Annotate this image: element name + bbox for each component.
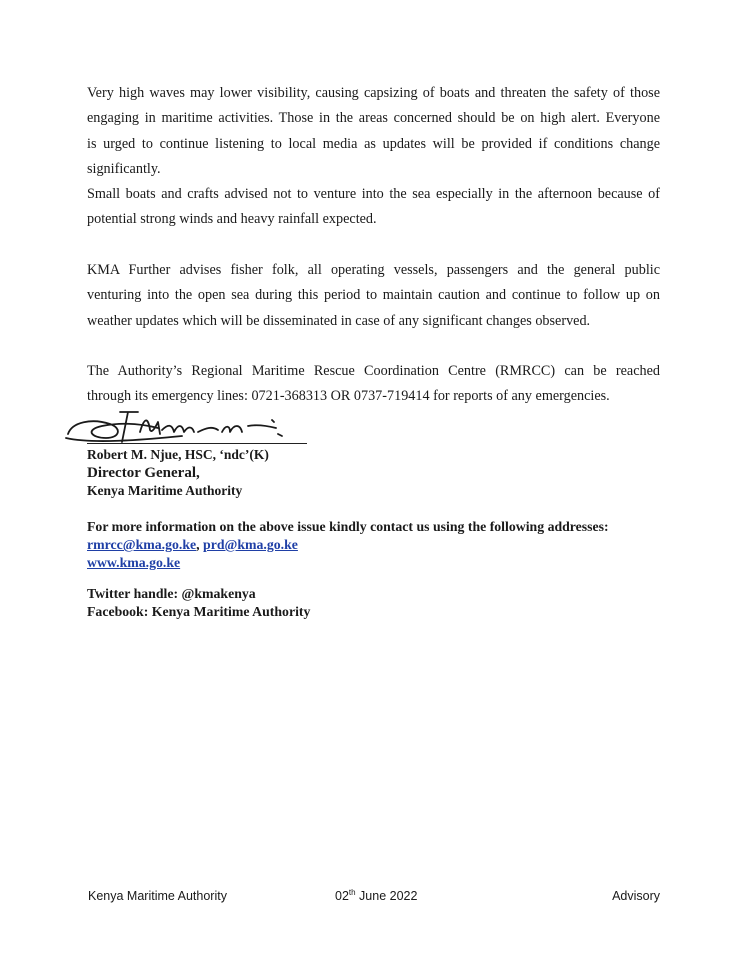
text-line: The Authority’s Regional Maritime Rescue Coordination Centre (RMRCC) can be reached — [87, 363, 660, 379]
facebook-page: Facebook: Kenya Maritime Authority — [87, 604, 311, 619]
text-line: Very high waves may lower visibility, causing capsizing of boats and threaten the safety of those — [87, 85, 660, 101]
text-line: Small boats and crafts advised not to venture into the sea especially in the afternoon because of — [87, 186, 660, 202]
footer-document-type: Advisory — [612, 889, 660, 903]
signatory-block — [87, 446, 269, 500]
footer-date-suffix: th — [348, 887, 356, 897]
footer-date-rest: June 2022 — [355, 889, 418, 903]
paragraph-kma-advice — [87, 258, 660, 334]
paragraph-small-boats — [87, 182, 660, 233]
email-links — [87, 536, 667, 554]
email-separator: , — [196, 537, 204, 552]
footer-date-day: 02 — [335, 889, 349, 903]
paragraph-wave-warning — [87, 81, 660, 182]
text-line: KMA Further advises fisher folk, all operating vessels, passengers and the general public — [87, 262, 660, 278]
contact-block — [87, 518, 667, 572]
text-line: engaging in maritime activities. Those in the areas concerned should be on high alert. Everyone — [87, 110, 660, 127]
signatory-name: Robert M. Njue, HSC, ‘ndc’(K) — [87, 447, 269, 462]
text-line: weather updates which will be disseminated in case of any significant changes observed. — [87, 312, 591, 329]
text-line: through its emergency lines: 0721-368313 OR 0737-719414 for reports of any emergencies. — [87, 388, 610, 405]
twitter-handle: Twitter handle: @kmakenya — [87, 586, 256, 601]
email-link-rmrcc[interactable]: rmrcc@kma.go.ke — [87, 537, 197, 552]
website-link[interactable]: www.kma.go.ke — [87, 555, 181, 570]
email-link-prd[interactable]: prd@kma.go.ke — [203, 537, 298, 552]
handwritten-signature — [62, 404, 312, 448]
text-line: potential strong winds and heavy rainfall expected. — [87, 211, 377, 228]
text-line: significantly. — [87, 160, 161, 177]
contact-intro: For more information on the above issue kindly contact us using the following addresses: — [87, 519, 609, 534]
footer-organization: Kenya Maritime Authority — [88, 889, 227, 903]
footer-date — [335, 889, 417, 903]
paragraph-rmrcc-contact — [87, 359, 660, 410]
text-line: venturing into the open sea during this period to maintain caution and continue to follow up on — [87, 287, 660, 304]
signatory-organization: Kenya Maritime Authority — [87, 483, 243, 498]
signature-line — [87, 443, 307, 444]
text-line: is urged to continue listening to local media as updates will be provided if conditions change — [87, 135, 660, 152]
signatory-title: Director General, — [87, 465, 200, 481]
social-block — [87, 585, 310, 621]
